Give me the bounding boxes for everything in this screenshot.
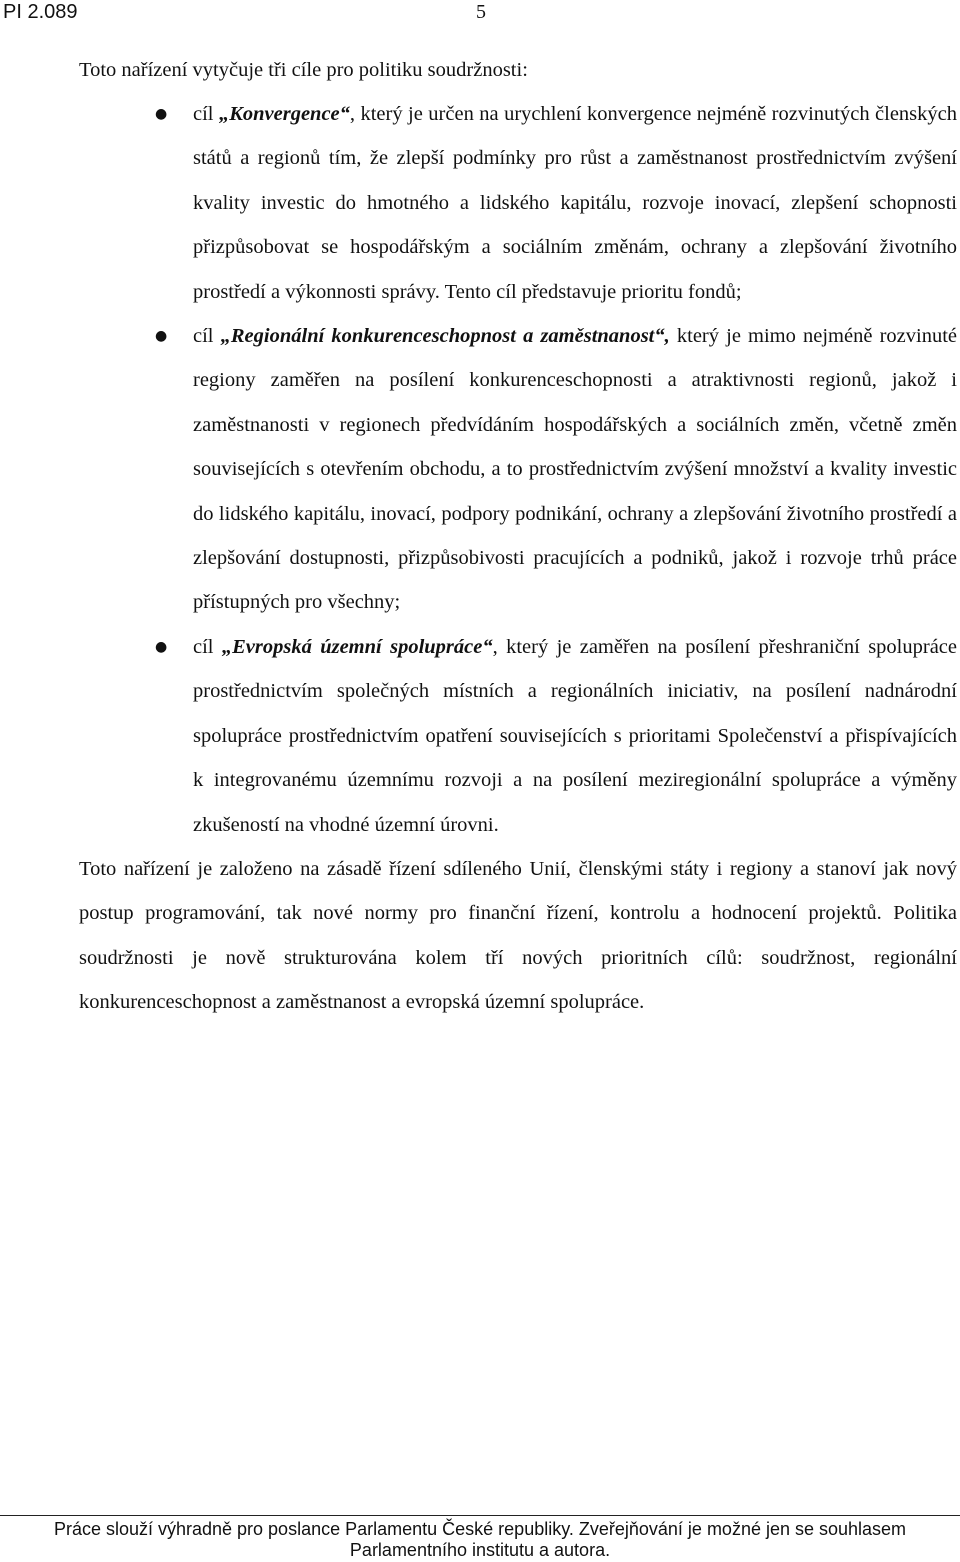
page-header xyxy=(3,0,953,28)
footer-line-1: Práce slouží výhradně pro poslance Parlamentu České republiky. Zveřejňování je možné jen se souhlasem xyxy=(53,1519,907,1539)
summary-paragraph: Toto nařízení je založeno na zásadě řízení sdíleného Unií, členskými státy i regiony a stanoví jak nový postup programování, tak nové normy pro finanční řízení, kontrolu a hodnocení projektů. Politika soudržnosti je nově strukturována kolem tří nových prioritních cílů: soudržnost, regionální konkurenceschopnost a zaměstnanost a evropská územní spolupráce. xyxy=(79,857,957,1014)
goal-name: „Evropská územní spolupráce“ xyxy=(221,635,493,658)
bullet-icon: ● xyxy=(155,328,168,345)
footer-line-2: Parlamentního institutu a autora. xyxy=(349,1540,611,1560)
goal-name: „Regionální konkurenceschopnost a zaměstnanost“, xyxy=(220,325,670,348)
page-number: 5 xyxy=(476,1,486,23)
list-item xyxy=(79,314,957,625)
bullet-icon: ● xyxy=(155,106,168,122)
goal-prefix: cíl xyxy=(193,325,221,348)
bullet-icon: ● xyxy=(155,638,168,655)
list-item xyxy=(79,92,957,314)
footer-divider xyxy=(0,1515,960,1516)
intro-paragraph: Toto nařízení vytyčuje tři cíle pro politiku soudržnosti: xyxy=(79,59,528,81)
page-footer xyxy=(0,1519,960,1561)
goal-name: „Konvergence“ xyxy=(218,103,350,125)
goal-prefix: cíl xyxy=(193,103,219,125)
goal-list xyxy=(79,92,957,847)
goal-text: , který je určen na urychlení konvergence nejméně rozvinutých členských států a regionů tím, že zlepší podmínky pro růst a zaměstnanost prostřednictvím zvýšení kvality investic do hmotného a lidského kapitálu, rozvoje inovací, zlepšení schopnosti přizpůsobovat se hospodářským a sociálním změnám, ochrany a zlepšování životního prostředí a výkonnosti správy. Tento cíl představuje prioritu fondů; xyxy=(193,103,957,303)
document-id: PI 2.089 xyxy=(3,1,78,23)
goal-prefix: cíl xyxy=(193,635,222,658)
goal-text: který je mimo nejméně rozvinuté regiony zaměřen na posílení konkurenceschopnosti a atraktivnosti regionů, jakož i zaměstnanosti v regionech předvídáním hospodářských a sociálních změn, včetně změn souvisejících s otevřením obchodu, a to prostřednictvím zvýšení množství a kvality investic do lidského kapitálu, inovací, podpory podnikání, ochrany a zlepšování životního prostředí a zlepšování dostupnosti, přizpůsobivosti pracujících a podniků, jakož i rozvoje trhů práce přístupných pro všechny; xyxy=(193,325,957,614)
goal-text: , který je zaměřen na posílení přeshraniční spolupráce prostřednictvím společných místních a regionálních iniciativ, na posílení nadnárodní spolupráce prostřednictvím opatření souvisejících s prioritami Společenství a přispívajících k integrovanému územnímu rozvoji a na posílení meziregionální spolupráce a výměny zkušeností na vhodné územní úrovni. xyxy=(193,635,957,836)
document-body xyxy=(79,48,957,1025)
list-item xyxy=(79,625,957,847)
